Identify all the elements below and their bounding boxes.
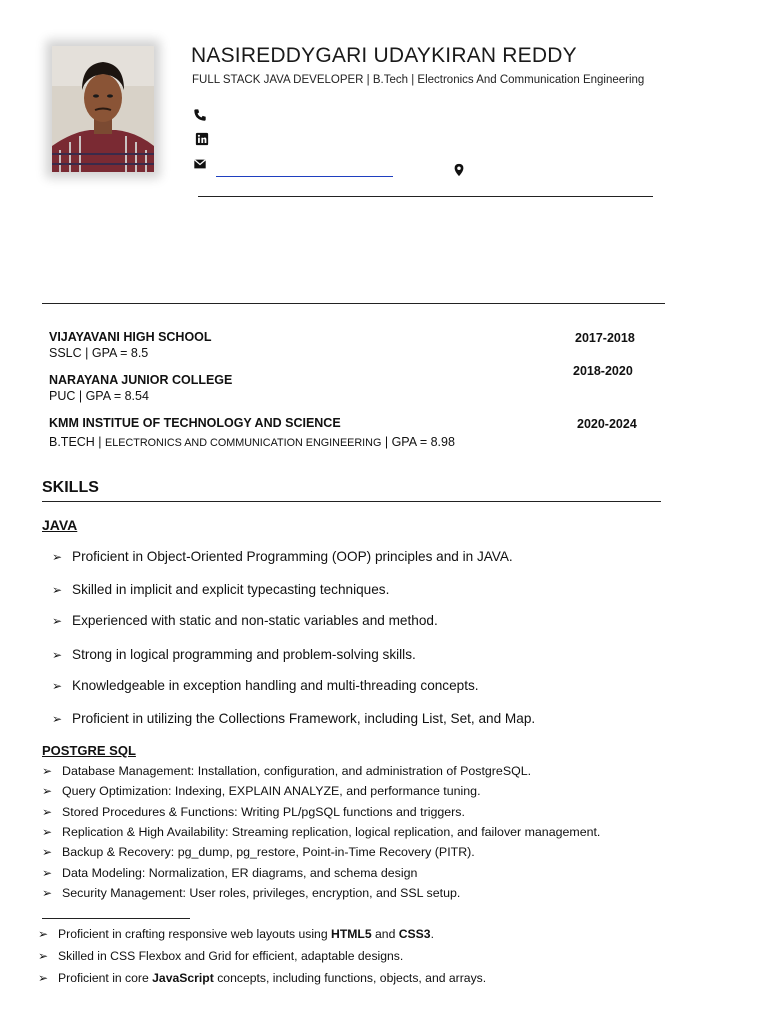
postgres-skill-5: ➢ Backup & Recovery: pg_dump, pg_restore, Point-in-Time Recovery (PITR). — [42, 845, 475, 859]
email-link[interactable] — [216, 176, 393, 177]
postgres-heading: POSTGRE SQL — [42, 743, 136, 758]
postgres-skill-1: ➢ Database Management: Installation, configuration, and administration of PostgreSQL. — [42, 764, 532, 778]
java-skill-5: ➢ Knowledgeable in exception handling and multi-threading concepts. — [52, 678, 479, 693]
skills-heading: SKILLS — [42, 479, 99, 496]
phone-icon — [193, 108, 207, 127]
header-divider — [198, 196, 653, 197]
profile-photo — [52, 46, 154, 172]
education-school-3: KMM INSTITUE OF TECHNOLOGY AND SCIENCE — [49, 416, 341, 430]
location-pin-icon — [452, 163, 466, 182]
web-skill-2: ➢ Skilled in CSS Flexbox and Grid for efficient, adaptable designs. — [38, 949, 404, 963]
postgres-skill-6: ➢ Data Modeling: Normalization, ER diagrams, and schema design — [42, 866, 418, 880]
postgres-skill-3: ➢ Stored Procedures & Functions: Writing PL/pgSQL functions and triggers. — [42, 805, 465, 819]
java-skill-1: ➢ Proficient in Object-Oriented Programming (OOP) principles and in JAVA. — [52, 549, 513, 564]
education-detail-2: PUC | GPA = 8.54 — [49, 389, 149, 403]
education-school-2: NARAYANA JUNIOR COLLEGE — [49, 373, 233, 387]
education-divider — [42, 303, 665, 304]
education-years-1: 2017-2018 — [575, 331, 635, 345]
education-years-3: 2020-2024 — [577, 417, 637, 431]
skills-divider — [42, 501, 661, 502]
email-icon — [193, 157, 207, 176]
web-divider — [42, 918, 190, 919]
candidate-name: NASIREDDYGARI UDAYKIRAN REDDY — [191, 44, 577, 67]
headline: FULL STACK JAVA DEVELOPER | B.Tech | Electronics And Communication Engineering — [192, 74, 645, 86]
java-heading: JAVA — [42, 517, 78, 533]
education-school-1: VIJAYAVANI HIGH SCHOOL — [49, 330, 212, 344]
linkedin-icon[interactable] — [195, 132, 209, 151]
postgres-skill-4: ➢ Replication & High Availability: Streaming replication, logical replication, and failover management. — [42, 825, 601, 839]
java-skill-6: ➢ Proficient in utilizing the Collections Framework, including List, Set, and Map. — [52, 711, 536, 726]
education-detail-1: SSLC | GPA = 8.5 — [49, 346, 149, 360]
java-skill-2: ➢ Skilled in implicit and explicit typecasting techniques. — [52, 582, 390, 597]
postgres-skill-2: ➢ Query Optimization: Indexing, EXPLAIN ANALYZE, and performance tuning. — [42, 784, 481, 798]
web-skill-3: ➢ Proficient in core JavaScript concepts, including functions, objects, and arrays. — [38, 971, 487, 985]
education-years-2: 2018-2020 — [573, 364, 633, 378]
java-skill-3: ➢ Experienced with static and non-static variables and method. — [52, 613, 438, 628]
java-skill-4: ➢ Strong in logical programming and problem-solving skills. — [52, 647, 416, 662]
education-detail-3: B.TECH | ELECTRONICS AND COMMUNICATION ENGINEERING | GPA = 8.98 — [49, 435, 455, 449]
web-skill-1: ➢ Proficient in crafting responsive web layouts using HTML5 and CSS3. — [38, 927, 434, 941]
postgres-skill-7: ➢ Security Management: User roles, privileges, encryption, and SSL setup. — [42, 886, 461, 900]
